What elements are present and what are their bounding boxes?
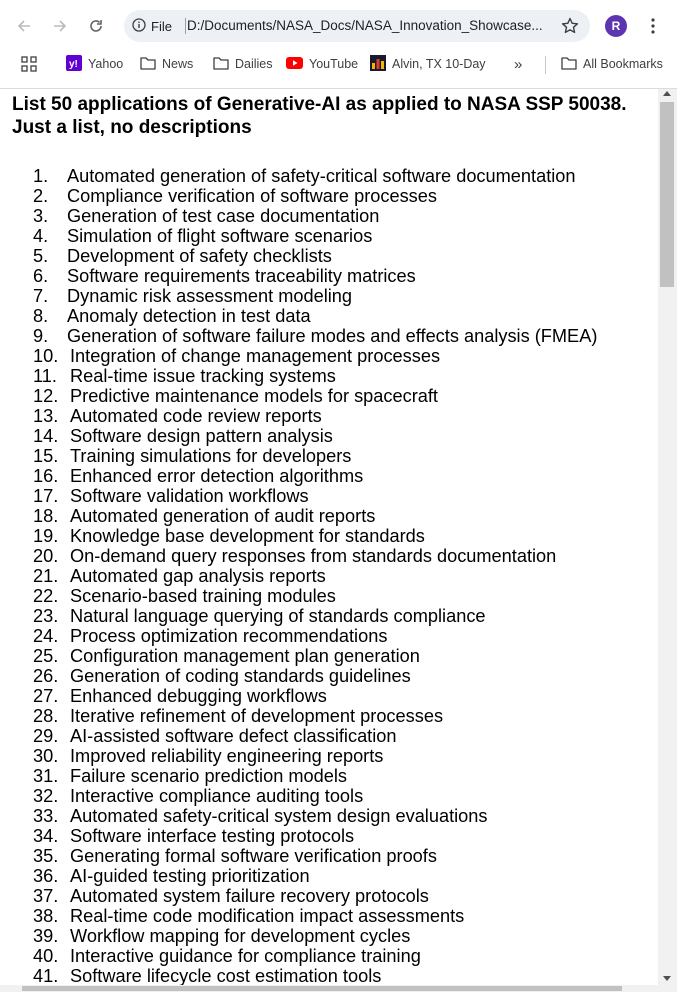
list-item [33,486,597,506]
list-item-text: Dynamic risk assessment modeling [67,286,353,306]
list-item [33,846,597,866]
list-item [33,546,597,566]
list-item-number: 23. [33,606,59,626]
bookmark-yahoo[interactable] [66,54,123,74]
scrollbar-thumb[interactable] [660,102,674,287]
list-item [33,446,597,466]
bookmark-weather[interactable] [370,54,486,74]
list-item-number: 27. [33,686,59,706]
list-item [33,346,597,366]
list-item-number: 35. [33,846,59,866]
list-item-number: 33. [33,806,59,826]
vertical-scrollbar[interactable] [658,89,677,985]
list-item-text: Software validation workflows [70,486,309,506]
list-item [33,886,597,906]
list-item-text: AI-assisted software defect classification [70,726,397,746]
list-item-text: Interactive guidance for compliance training [70,946,421,966]
list-item-number: 13. [33,406,59,426]
list-item [33,766,597,786]
list-item-number: 25. [33,646,59,666]
forward-icon[interactable] [46,12,74,40]
folder-icon [561,56,577,73]
list-item-number: 41. [33,966,59,985]
list-item-text: Automated generation of audit reports [70,506,376,526]
list-item [33,666,597,686]
list-item-text: Configuration management plan generation [70,646,420,666]
list-item-text: Generation of test case documentation [67,206,380,226]
list-item-text: Real-time issue tracking systems [70,366,336,386]
bookmark-dailies[interactable] [213,54,273,74]
youtube-icon [286,57,303,72]
all-bookmarks-label: All Bookmarks [583,57,663,71]
bookmark-youtube[interactable] [286,54,358,74]
list-item-number: 15. [33,446,59,466]
list-item-text: Training simulations for developers [70,446,352,466]
list-item [33,306,597,326]
apps-grid-icon[interactable] [21,54,37,74]
list-item-number: 39. [33,926,59,946]
list-item-text: Automated gap analysis reports [70,566,326,586]
list-item [33,206,597,226]
weather-icon [370,55,386,74]
list-item-text: Natural language querying of standards compliance [70,606,486,626]
bookmark-label: Dailies [235,57,273,71]
list-item [33,746,597,766]
list-item-number: 29. [33,726,59,746]
list-item [33,286,597,306]
list-item [33,426,597,446]
list-item-text: Generation of software failure modes and effects analysis (FMEA) [67,326,598,346]
list-item [33,786,597,806]
browser-toolbar [0,6,677,46]
list-item-number: 36. [33,866,59,886]
url-text[interactable]: D:/Documents/NASA_Docs/NASA_Innovation_Showcase... [187,18,543,33]
list-item [33,806,597,826]
list-item-number: 5. [33,246,49,266]
list-item-number: 28. [33,706,59,726]
prompt-heading: List 50 applications of Generative-AI as applied to NASA SSP 50038. Just a list, no descriptions [12,94,627,138]
list-item-text: Software requirements traceability matrices [67,266,416,286]
list-item [33,726,597,746]
list-item-text: Interactive compliance auditing tools [70,786,364,806]
list-item [33,946,597,966]
list-item [33,166,597,186]
address-bar[interactable] [124,10,590,42]
list-item-text: Failure scenario prediction models [70,766,347,786]
list-item-text: Predictive maintenance models for spacecraft [70,386,438,406]
back-icon[interactable] [10,12,38,40]
list-item [33,826,597,846]
applications-list [33,166,597,985]
list-item-number: 6. [33,266,49,286]
list-item-number: 24. [33,626,59,646]
chip-separator [185,18,186,34]
list-item-text: Software lifecycle cost estimation tools [70,966,382,985]
svg-text:y!: y! [69,58,78,70]
list-item-text: Simulation of flight software scenarios [67,226,373,246]
list-item-text: On-demand query responses from standards documentation [70,546,557,566]
list-item [33,226,597,246]
list-item-number: 14. [33,426,59,446]
kebab-menu-icon[interactable] [641,14,665,38]
list-item-number: 21. [33,566,59,586]
list-item-number: 10. [33,346,59,366]
list-item [33,186,597,206]
list-item-text: Automated safety-critical system design evaluations [70,806,488,826]
list-item-text: Iterative refinement of development processes [70,706,444,726]
list-item-number: 16. [33,466,59,486]
horizontal-scrollbar-thumb[interactable] [22,986,622,991]
list-item-number: 32. [33,786,59,806]
list-item-text: Enhanced debugging workflows [70,686,327,706]
list-item-number: 17. [33,486,59,506]
list-item [33,406,597,426]
list-item-number: 8. [33,306,49,326]
list-item-text: Anomaly detection in test data [67,306,311,326]
list-item-text: Development of safety checklists [67,246,332,266]
list-item-text: Scenario-based training modules [70,586,336,606]
bookmark-label: Yahoo [88,57,124,71]
list-item-number: 18. [33,506,59,526]
bookmarks-overflow-button[interactable]: » [514,55,523,73]
horizontal-scrollbar[interactable] [0,985,677,992]
list-item [33,566,597,586]
folder-icon [213,56,229,73]
folder-icon [140,56,156,73]
list-item-text: Process optimization recommendations [70,626,388,646]
reload-icon[interactable] [82,12,110,40]
list-item-text: Software design pattern analysis [70,426,333,446]
list-item-number: 1. [33,166,49,186]
site-chip-label: File [151,18,172,34]
info-icon [132,18,146,35]
list-item-text: Improved reliability engineering reports [70,746,384,766]
list-item-text: Generation of coding standards guidelines [70,666,411,686]
list-item-number: 30. [33,746,59,766]
scroll-down-arrow-icon[interactable] [663,976,671,981]
list-item-text: Real-time code modification impact assessments [70,906,465,926]
list-item [33,386,597,406]
star-icon[interactable] [560,16,580,36]
list-item-text: Enhanced error detection algorithms [70,466,364,486]
list-item-number: 34. [33,826,59,846]
bookmark-label: YouTube [309,57,359,71]
list-item-number: 2. [33,186,49,206]
profile-avatar[interactable]: R [605,15,627,37]
bookmarks-separator [545,56,546,74]
list-item-text: Generating formal software verification proofs [70,846,437,866]
list-item [33,266,597,286]
list-item [33,926,597,946]
list-item-number: 9. [33,326,49,346]
list-item [33,866,597,886]
list-item-number: 4. [33,226,49,246]
list-item-text: Automated generation of safety-critical software documentation [67,166,576,186]
list-item-number: 12. [33,386,59,406]
list-item-text: Knowledge base development for standards [70,526,425,546]
list-item [33,466,597,486]
list-item-text: Integration of change management processes [70,346,441,366]
list-item-number: 31. [33,766,59,786]
list-item-number: 22. [33,586,59,606]
scroll-up-arrow-icon[interactable] [663,91,671,96]
all-bookmarks-button[interactable] [561,54,663,74]
list-item [33,246,597,266]
bookmark-news[interactable] [140,54,193,74]
site-info-chip[interactable] [132,15,186,37]
list-item [33,326,597,346]
list-item-number: 38. [33,906,59,926]
list-item [33,366,597,386]
list-item [33,966,597,985]
list-item-number: 7. [33,286,49,306]
list-item [33,586,597,606]
list-item-number: 20. [33,546,59,566]
list-item-number: 37. [33,886,59,906]
list-item-number: 19. [33,526,59,546]
list-item-text: Automated system failure recovery protocols [70,886,429,906]
list-item [33,686,597,706]
bookmark-label: Alvin, TX 10-Day [392,57,486,71]
list-item-text: Automated code review reports [70,406,322,426]
list-item-text: AI-guided testing prioritization [70,866,310,886]
list-item [33,646,597,666]
list-item [33,906,597,926]
list-item-number: 26. [33,666,59,686]
list-item-text: Compliance verification of software processes [67,186,437,206]
list-item-text: Workflow mapping for development cycles [70,926,411,946]
list-item-text: Software interface testing protocols [70,826,355,846]
list-item [33,626,597,646]
list-item-number: 40. [33,946,59,966]
list-item-number: 11. [33,366,57,386]
bookmarks-bar [0,50,677,78]
list-item [33,506,597,526]
browser-chrome [0,0,677,90]
bookmark-label: News [162,57,194,71]
list-item [33,606,597,626]
yahoo-icon [66,55,82,74]
list-item [33,526,597,546]
list-item-number: 3. [33,206,49,226]
list-item [33,706,597,726]
page-content [0,89,658,985]
